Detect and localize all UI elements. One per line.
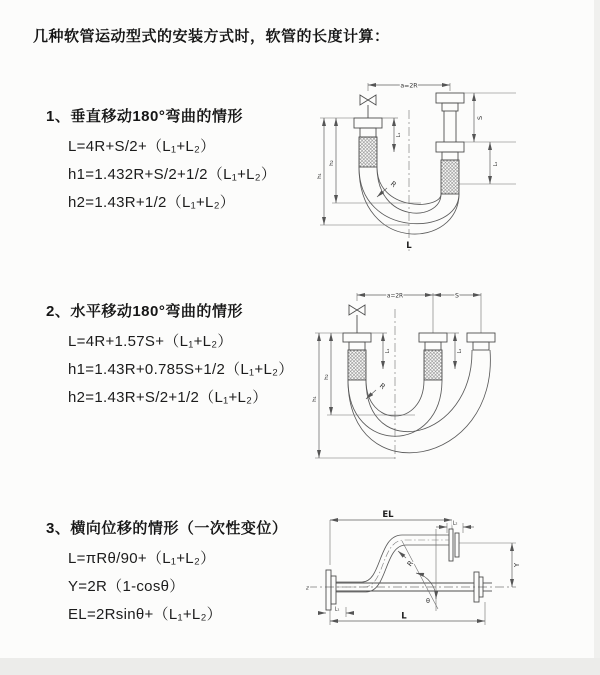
s-curve-hose — [336, 535, 449, 592]
upper-flange — [449, 529, 459, 561]
braided-hose-section — [424, 350, 442, 380]
section-2-formula-h1: h1=1.43R+0.785S+1/2（L₁+L₂） — [68, 361, 294, 378]
label-h2: h₂ — [324, 374, 330, 380]
section-1-formula-L: L=4R+S/2+（L₁+L₂） — [68, 138, 216, 155]
lower-flange — [474, 572, 492, 602]
dimension-span-a2r — [368, 82, 450, 91]
section-2-heading: 2、水平移动180°弯曲的情形 — [46, 303, 243, 320]
section-2-formula-h2: h2=1.43R+S/2+1/2（L₁+L₂） — [68, 389, 268, 406]
label-theta: θ — [426, 597, 430, 605]
diagram-horizontal-180-bend — [303, 283, 598, 463]
right-fitting-two-positions — [436, 93, 464, 194]
section-2-formula-L: L=4R+1.57S+（L₁+L₂） — [68, 333, 233, 350]
section-3-formula-EL: EL=2Rsinθ+（L₁+L₂） — [68, 606, 222, 623]
label-length: L — [406, 241, 412, 251]
label-el: EL — [382, 510, 394, 520]
middle-fitting — [419, 333, 447, 380]
dimension-l1 — [382, 118, 402, 152]
radius-callout — [366, 382, 387, 399]
dimension-l1 — [318, 607, 354, 618]
dimension-l2 — [447, 333, 463, 369]
braided-hose-section — [441, 160, 459, 194]
valve-icon — [360, 95, 376, 118]
label-radius: R — [405, 559, 416, 569]
label-s: S — [455, 292, 459, 300]
dimension-y — [512, 543, 521, 587]
radius-callout — [398, 551, 415, 568]
braided-hose-section — [359, 137, 377, 167]
left-fitting — [354, 118, 382, 167]
label-h1: h₁ — [312, 396, 318, 402]
diagram-lateral-displacement — [300, 503, 600, 643]
u-bend-hose-curves — [348, 350, 490, 453]
page-right-margin — [594, 0, 600, 675]
dimension-l1 — [371, 333, 391, 369]
page-bottom-margin — [0, 658, 600, 675]
valve-icon — [349, 305, 365, 333]
section-3-heading: 3、横向位移的情形（一次性变位） — [46, 520, 288, 537]
page-title: 几种软管运动型式的安装方式时，软管的长度计算： — [33, 28, 390, 45]
left-flange — [326, 570, 336, 610]
right-fitting-shifted — [467, 333, 495, 350]
label-h1: h₁ — [317, 173, 323, 179]
dimension-s — [433, 292, 481, 333]
label-l2: L₂ — [493, 161, 499, 167]
theta-construction — [402, 529, 438, 611]
section-1-formula-h2: h2=1.43R+1/2（L₁+L₂） — [68, 194, 236, 211]
braided-hose-section — [348, 350, 366, 380]
section-1-heading: 1、垂直移动180°弯曲的情形 — [46, 108, 243, 125]
label-l1: L₁ — [385, 348, 391, 354]
label-centerline-z: z — [306, 585, 309, 592]
label-length: L — [401, 611, 407, 622]
label-l1: L₁ — [334, 606, 340, 613]
label-y: Y — [513, 562, 521, 568]
section-3-formula-Y: Y=2R（1-cosθ） — [68, 578, 185, 595]
label-h2: h₂ — [329, 160, 335, 166]
dimension-l2 — [459, 142, 516, 184]
dimension-l2 — [436, 521, 474, 534]
label-a2r: a=2R — [400, 82, 418, 90]
label-l2: L₂ — [457, 348, 463, 354]
label-a2r: a=2R — [386, 293, 404, 300]
section-3-formula-L: L=πRθ/90+（L₁+L₂） — [68, 550, 216, 567]
label-radius: R — [388, 179, 398, 190]
label-radius: R — [377, 381, 387, 392]
label-l1: L₁ — [396, 132, 402, 138]
dimension-s — [464, 93, 516, 142]
label-s: S — [476, 115, 484, 121]
left-fitting — [343, 333, 371, 380]
diagram-vertical-180-bend — [306, 64, 596, 259]
dimension-length — [330, 602, 485, 625]
label-l2: L₂ — [452, 520, 458, 527]
section-1-formula-h1: h1=1.432R+S/2+1/2（L₁+L₂） — [68, 166, 277, 183]
